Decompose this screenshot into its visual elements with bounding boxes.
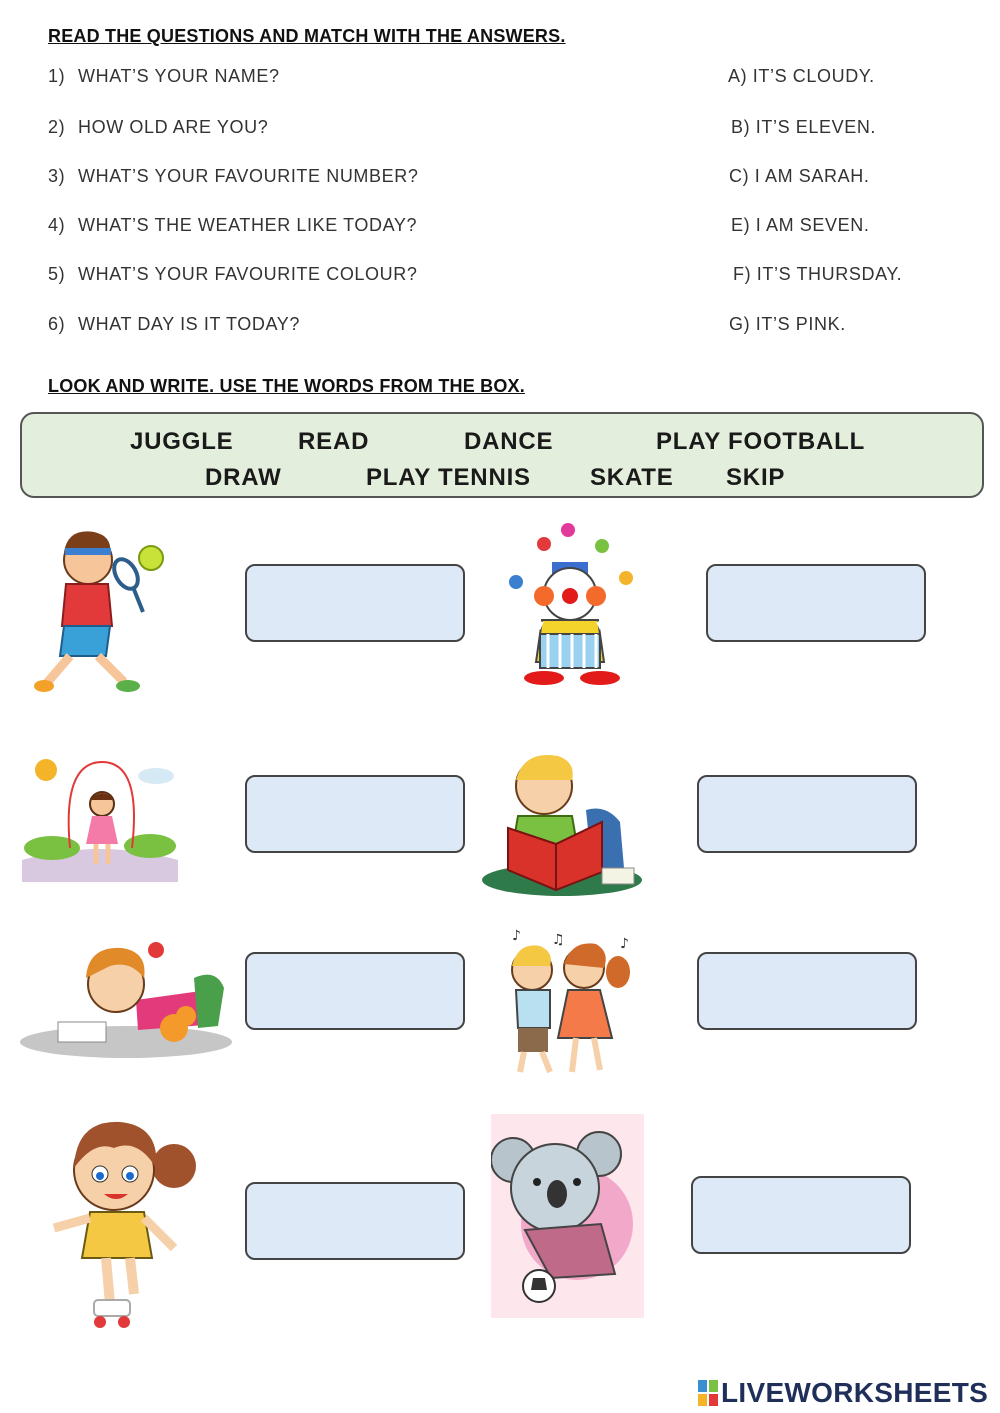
girl-skipping-picture: [22, 752, 178, 882]
children-dancing-picture: [488, 928, 644, 1080]
answer-g: G) IT’S PINK.: [729, 314, 846, 334]
word-draw: DRAW: [205, 464, 282, 491]
answer-box-boy-tennis[interactable]: [245, 564, 465, 642]
answer-f: F) IT’S THURSDAY.: [733, 264, 903, 284]
word-box: [20, 412, 984, 498]
girl-skating-picture: [34, 1108, 212, 1332]
koala-football-picture: [491, 1114, 644, 1318]
svg-text:♪: ♪: [512, 928, 521, 944]
word-play-tennis: PLAY TENNIS: [366, 464, 531, 491]
boy-tennis-picture: [28, 522, 168, 700]
question-1: 1) WHAT’S YOUR NAME?: [48, 66, 280, 86]
answer-box-koala-football[interactable]: [691, 1176, 911, 1254]
answer-e: E) I AM SEVEN.: [731, 215, 870, 235]
answer-c: C) I AM SARAH.: [729, 166, 870, 186]
answer-box-clown-juggling[interactable]: [706, 564, 926, 642]
answer-box-girl-drawing[interactable]: [245, 952, 465, 1030]
section2-title: LOOK AND WRITE. USE THE WORDS FROM THE BOX.: [48, 376, 525, 396]
liveworksheets-logo: [698, 1376, 988, 1410]
clown-juggling-picture: [488, 522, 648, 688]
question-5: 5) WHAT’S YOUR FAVOURITE COLOUR?: [48, 264, 418, 284]
question-4: 4) WHAT’S THE WEATHER LIKE TODAY?: [48, 215, 418, 235]
svg-text:♫: ♫: [552, 932, 565, 948]
word-read: READ: [298, 428, 370, 455]
logo-text: LIVEWORKSHEETS: [721, 1377, 989, 1408]
answer-b: B) IT’S ELEVEN.: [731, 117, 877, 137]
answer-box-children-dancing[interactable]: [697, 952, 917, 1030]
girl-drawing-picture: [18, 938, 234, 1062]
question-6: 6) WHAT DAY IS IT TODAY?: [48, 314, 300, 334]
section1-title: READ THE QUESTIONS AND MATCH WITH THE ANSWERS.: [48, 26, 566, 46]
answer-box-boy-reading[interactable]: [697, 775, 917, 853]
answer-box-girl-skipping[interactable]: [245, 775, 465, 853]
word-play-football: PLAY FOOTBALL: [656, 428, 866, 455]
answer-a: A) IT’S CLOUDY.: [728, 66, 875, 86]
answer-box-girl-skating[interactable]: [245, 1182, 465, 1260]
boy-reading-picture: [480, 750, 644, 898]
word-juggle: JUGGLE: [130, 428, 234, 455]
liveworksheets-logo-icon: [698, 1380, 718, 1406]
word-skip: SKIP: [726, 464, 786, 491]
question-2: 2) HOW OLD ARE YOU?: [48, 117, 269, 137]
word-dance: DANCE: [464, 428, 554, 455]
svg-text:♪: ♪: [620, 936, 629, 952]
question-3: 3) WHAT’S YOUR FAVOURITE NUMBER?: [48, 166, 419, 186]
word-skate: SKATE: [590, 464, 674, 491]
